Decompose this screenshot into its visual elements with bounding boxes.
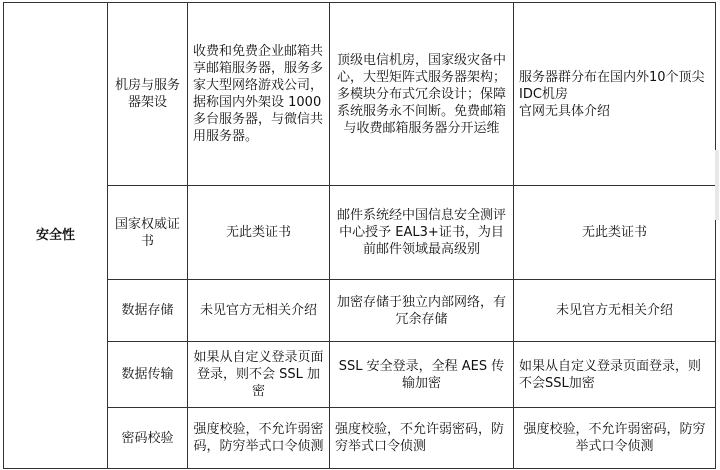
- cell-provider3-transmission: 如果从自定义登录页面登录，则不会SSL加密: [514, 342, 716, 408]
- cell-provider2-certificate: 邮件系统经中国信息安全测评中心授予 EAL3+证书，为目前邮件领域最高级别: [330, 186, 514, 280]
- row-label-server-room: 机房与服务器架设: [108, 3, 188, 186]
- cell-provider1-transmission: 如果从自定义登录页面登录，则不会 SSL 加密: [188, 342, 330, 408]
- cell-provider2-storage: 加密存储于独立内部网络，有冗余存储: [330, 280, 514, 342]
- row-label-certificate: 国家权威证书: [108, 186, 188, 280]
- table-row: [4, 3, 716, 186]
- table-row: [4, 408, 716, 469]
- security-comparison-table: [3, 2, 716, 469]
- page-edge-shadow: [715, 150, 719, 220]
- cell-provider1-storage: 未见官方无相关介绍: [188, 280, 330, 342]
- cell-provider3-storage: 未见官方无相关介绍: [514, 280, 716, 342]
- cell-provider1-server-room: 收费和免费企业邮箱共享邮箱服务器，服务多家大型网络游戏公司，据称国内外架设 1000 多台服务器，与微信共用服务器。: [188, 3, 330, 186]
- cell-provider3-certificate: 无此类证书: [514, 186, 716, 280]
- table-row: [4, 342, 716, 408]
- row-label-password: 密码校验: [108, 408, 188, 469]
- row-label-storage: 数据存储: [108, 280, 188, 342]
- cell-provider2-server-room: 顶级电信机房，国家级灾备中心，大型矩阵式服务器架构；多模块分布式冗余设计；保障系统服务永不间断。免费邮箱与收费邮箱服务器分开运维: [330, 3, 514, 186]
- cell-provider3-server-room: 服务器群分布在国内外10个顶尖IDC机房 官网无具体介绍: [514, 3, 716, 186]
- cell-provider1-password: 强度校验，不允许弱密码，防穷举式口令侦测: [188, 408, 330, 469]
- cell-provider2-transmission: SSL 安全登录，全程 AES 传输加密: [330, 342, 514, 408]
- table-row: [4, 186, 716, 280]
- table-row: [4, 280, 716, 342]
- row-label-transmission: 数据传输: [108, 342, 188, 408]
- cell-provider3-password: 强度校验，不允许弱密码，防穷举式口令侦测: [514, 408, 716, 469]
- cell-provider1-certificate: 无此类证书: [188, 186, 330, 280]
- cell-provider2-password: 强度校验，不允许弱密码，防穷举式口令侦测: [330, 408, 514, 469]
- category-cell: 安全性: [4, 3, 108, 469]
